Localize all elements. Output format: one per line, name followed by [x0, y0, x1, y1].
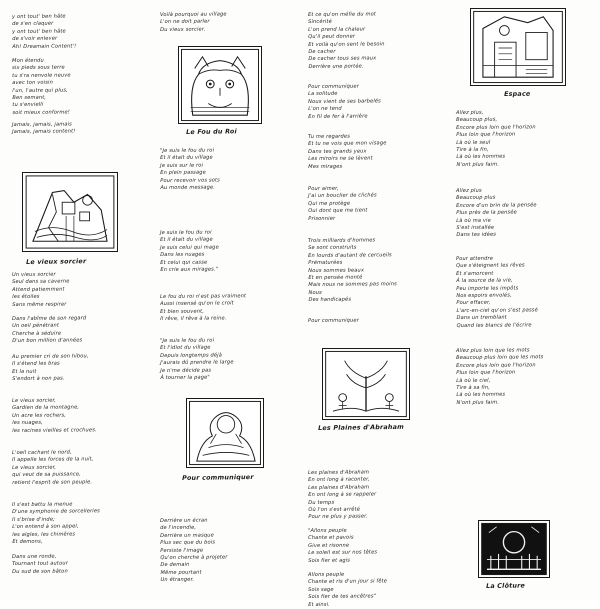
- illustration-le-vieux-sorcier: [22, 172, 118, 252]
- lyric-block: Je suis le fou du roi Et il était du village Je suis celui qui mage Dans les nuages Et celui qui casse En crie aux mirages.": [160, 229, 219, 274]
- lyric-block: Au premier cri de son hibou, Il s'étend les bras Et la nuit S'endort à non pas.: [12, 353, 89, 383]
- lyric-block: Allez plus, Beaucoup plus, Encore plus loin que l'horizon Plus loin que l'horizon Là où le seul Tire à la fin, Là où les hommes N'ont plus faim.: [456, 109, 536, 168]
- lyric-block: Mon étendu six pieds sous terre tu s'ra nenvole neuve avec ton voisin l'un, l'autre qui plus, Ben semant, tu s'envielli soit mieux conforme!: [12, 57, 71, 116]
- lyric-block: Un vieux sorcier Seul dans sa caverne Attend patiemment les étoiles Sans même respirer: [12, 271, 70, 308]
- lyric-block: Dans une ronde, Tournant tout autour Du sud de son bâton: [12, 553, 68, 575]
- lyric-block: Allons peuple Chante et ris d'un jour si fête Sois sage Sois fier de tes ancêtres" Et ainsi.: [308, 571, 388, 608]
- lyric-block: Trois milliards d'hommes Se sont construits En lourds d'autant de cercueils Prématurées Nous sommes beaux Et en pensée monté Mais nous ne sommes pas moins Nous Des handicapés: [308, 237, 397, 304]
- illustration-espace: [470, 8, 566, 86]
- illustration-caption: Pour communiquer: [182, 473, 254, 482]
- lyric-block: Allez plus Beaucoup plus Encore d'un brin de la pensée Plus près de la pensée Là où ma vie S'est installée Dans tes idées: [456, 187, 537, 239]
- lyric-block: Le fou du roi n'est pas vraiment Aussi insensé qu'on le croit Et bien souvent, Il rêve, il rêve à la reine.: [160, 293, 247, 323]
- lyric-block: Les plaines d'Abraham En ont long à raconter, Les plaines d'Abraham En ont long à se rappeler Du temps Où l'on s'est arrêté Pour ne plus y passer.: [308, 469, 377, 521]
- illustration-les-plaines-dabraham: [322, 348, 410, 420]
- lyric-block: Dans l'abîme de son regard Un oeil pénétrant Cherche à séduire D'un bon million d'années: [12, 315, 87, 345]
- lyric-block: Pour attendre Que s'éteignent les rêves Et s'amorcent À la source de la vie, Peu importe les impôts Nos espoirs envolés, Pour effacer, L'arc-en-ciel qu'on s'est passé Dans un tremblant Quand les blancs de l'écrire: [456, 255, 538, 329]
- lyric-block: Jamais, jamais, jamais Jamais, jamais content!: [12, 121, 76, 136]
- lyric-block: "Je suis le fou du roi Et il était du village Je suis sur le roi En plein passage Pour recevoir vos sots Au monde message.: [160, 147, 220, 192]
- lyric-block: Pour aimer, J'ai un bouclier de clichés Qui me protège Oui dont que me tient Prisonnier: [308, 185, 377, 222]
- illustration-caption: Espace: [504, 89, 531, 98]
- illustration-le-fou-du-roi: [178, 46, 262, 124]
- lyric-block: Allez plus loin que les mots Beaucoup plus loin que les mots Encore plus loin que l'horizon Plus loin que l'horizon Là où le ciel, Tire à sa fin, Là où les hommes N'ont plus faim.: [456, 347, 544, 406]
- illustration-caption: Le vieux sorcier: [26, 257, 87, 266]
- lyric-block: Le vieux sorcier, Gardien de la montagne, Un acre les rochers, les nuages, les racines vieilles et crochues.: [12, 397, 97, 434]
- lyric-block: Il s'est battu la menue D'une symphonie de sorcelleries Il s'brise d'inde; L'on entend à son appel, les aigles, les chimères Et demons,: [12, 501, 100, 546]
- lyric-block: "Allons peuple Chante et pavois Give et risonne Le soleil est sur nos têtes Sois fier et agis: [308, 527, 378, 564]
- lyric-block: "Je suis le fou du roi Et l'idiot du village Depuis longtemps déjà J'aurais dû prendre le large Je n'me décide pas À tourner la page": [160, 337, 234, 382]
- lyric-block: L'oeil cachant le nord, Il appelle les forces de la nuit, Le vieux sorcier, qui veut de sa puissance, retient l'esprit de son peuple.: [12, 449, 94, 486]
- lyric-block: Voilà pourquoi au village L'on ne doit parler Du vieux sorcier.: [160, 11, 227, 33]
- lyric-block: Derrière un écran de l'incendie, Derrière un masque Plus sec que du bois Persiste l'image Qu'on cherche à projeter De demain Même pourtant Un étranger.: [160, 517, 228, 584]
- illustration-caption: Les Plaines d'Abraham: [318, 422, 405, 432]
- lyric-block: Tu me regardes Et tu ne vois que mon visage Dans tes grands yeux Les miroirs ne se lèvent Mes mirages: [308, 133, 387, 170]
- lyric-block: y ont tout' ben hâte de s'en claquer y ont tout' ben hâte de s'voir enlever Ah! Dreamain Content'!: [12, 13, 77, 50]
- illustration-pour-communiquer: [186, 398, 264, 468]
- lyric-block: Pour communiquer La solitude Nous vient de ses barbelés L'on ne tend En fil de fer à l'arrière: [308, 83, 381, 120]
- illustration-la-cloture: [478, 520, 550, 578]
- illustration-caption: La Clôture: [486, 581, 526, 590]
- lyric-block: Pour communiquer: [308, 317, 359, 324]
- illustration-caption: Le Fou du Roi: [186, 127, 237, 136]
- lyric-block: Et ce qu'on méfie du mot Sincérité L'on prend la chaleur Qu'il peut donner Et voilà qu'on sent le besoin De cacher De cacher tous ses maux Derrière une portée.: [308, 11, 385, 70]
